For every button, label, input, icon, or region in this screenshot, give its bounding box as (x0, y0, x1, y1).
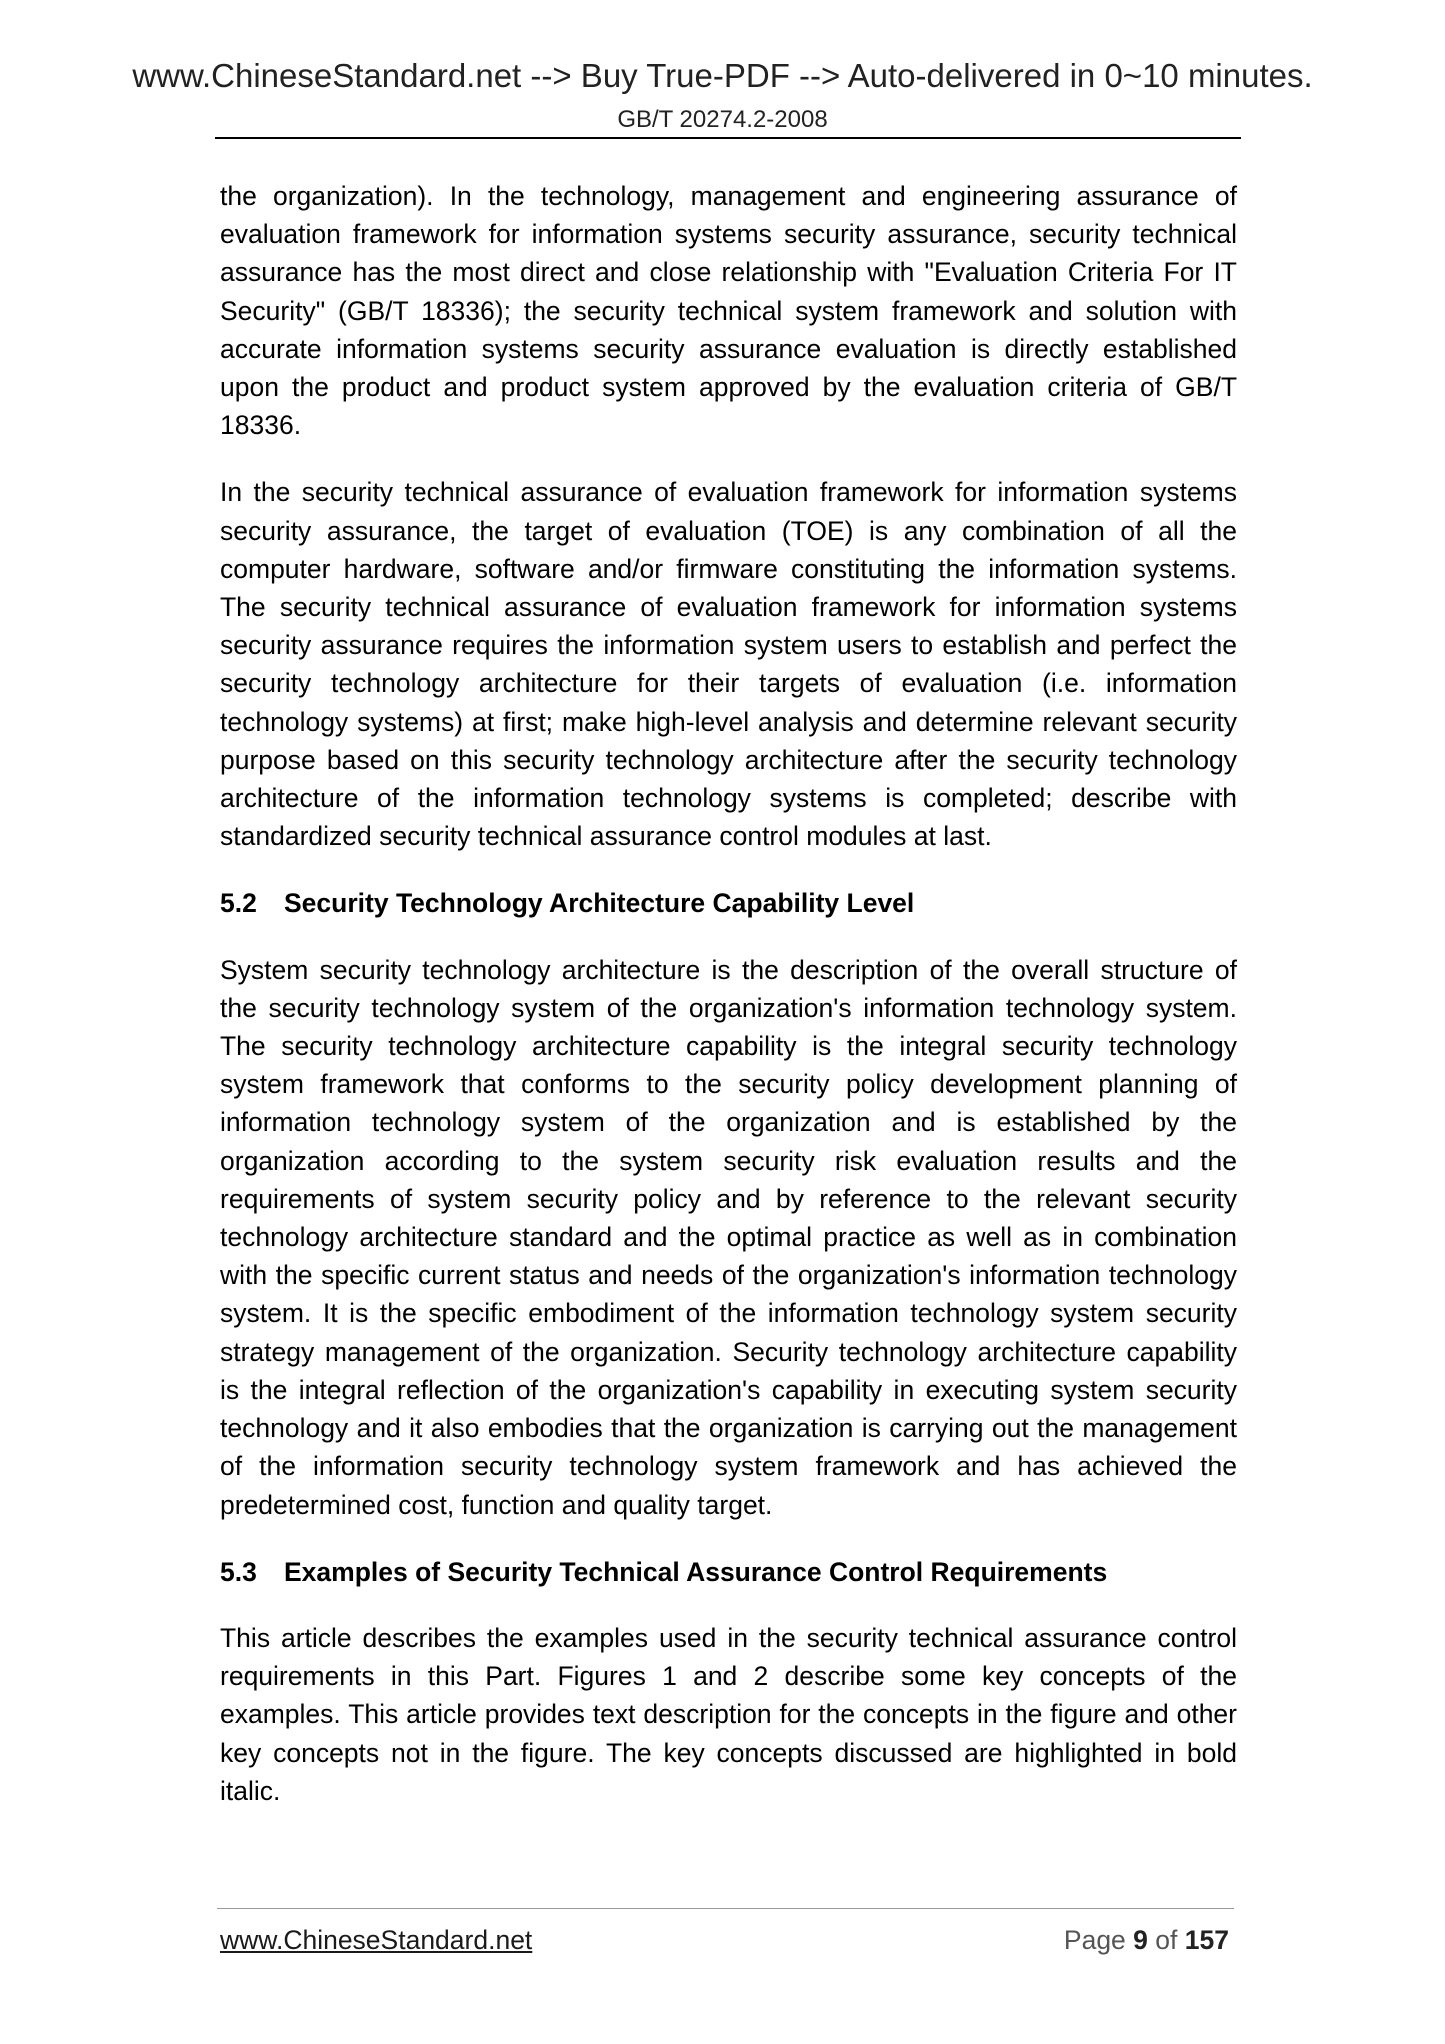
footer-site-link[interactable]: www.ChineseStandard.net (220, 1925, 533, 1955)
section-5-3-heading (220, 1553, 1237, 1591)
page-total: 157 (1184, 1925, 1229, 1955)
page-current: 9 (1133, 1925, 1148, 1955)
section-5-2-heading (220, 884, 1237, 922)
page-body (220, 177, 1237, 1839)
page-word: Page (1063, 1925, 1126, 1955)
header-divider (215, 137, 1241, 139)
footer-divider (217, 1908, 1234, 1909)
section-5-3-number: 5.3 (220, 1556, 257, 1587)
paragraph-1: the organization). In the technology, management and engineering assurance of evaluation framework for information systems security assurance, security technical assurance has the most direct and close relationship with "Evaluation Criteria For IT Security" (GB/T 18336); the security technical system framework and solution with accurate information systems security assurance evaluation is directly established upon the product and product system approved by the evaluation criteria of GB/T 18336. (220, 181, 1237, 441)
section-5-2-paragraph: System security technology architecture is the description of the overall structure of the security technology system of the organization's information technology system. The security technology architecture capability is the integral security technology system framework that conforms to the security policy development planning of information technology system of the organization and is established by the organization according to the system security risk evaluation results and the requirements of system security policy and by reference to the relevant security technology architecture standard and the optimal practice as well as in combination with the specific current status and needs of the organization's information technology system. It is the specific embodiment of the information technology system security strategy management of the organization. Security technology architecture capability is the integral reflection of the organization's capability in executing system security technology and it also embodies that the organization is carrying out the management of the information security technology system framework and has achieved the predetermined cost, function and quality target. (220, 954, 1237, 1520)
page-of: of (1155, 1925, 1178, 1955)
section-5-3-paragraph: This article describes the examples used in the security technical assurance control requirements in this Part. Figures 1 and 2 describe some key concepts of the examples. This article provides text description for the concepts in the figure and other key concepts not in the figure. The key concepts discussed are highlighted in bold italic. (220, 1622, 1237, 1806)
standard-code: GB/T 20274.2-2008 (617, 106, 828, 133)
paragraph-2: In the security technical assurance of evaluation framework for information systems security assurance, the target of evaluation (TOE) is any combination of all the computer hardware, software and/or firmware constituting the information systems. The security technical assurance of evaluation framework for information systems security assurance requires the information system users to establish and perfect the security technology architecture for their targets of evaluation (i.e. information technology systems) at first; make high-level analysis and determine relevant security purpose based on this security technology architecture after the security technology architecture of the information technology systems is completed; describe with standardized security technical assurance control modules at last. (220, 477, 1237, 852)
section-5-2-title: Security Technology Architecture Capability Level (284, 888, 915, 919)
header-banner: www.ChineseStandard.net --> Buy True-PDF --> Auto-delivered in 0~10 minutes. (132, 57, 1313, 94)
page-number (1064, 1923, 1229, 1957)
section-5-3-title: Examples of Security Technical Assurance Control Requirements (284, 1556, 1108, 1587)
section-5-2-number: 5.2 (220, 888, 257, 919)
